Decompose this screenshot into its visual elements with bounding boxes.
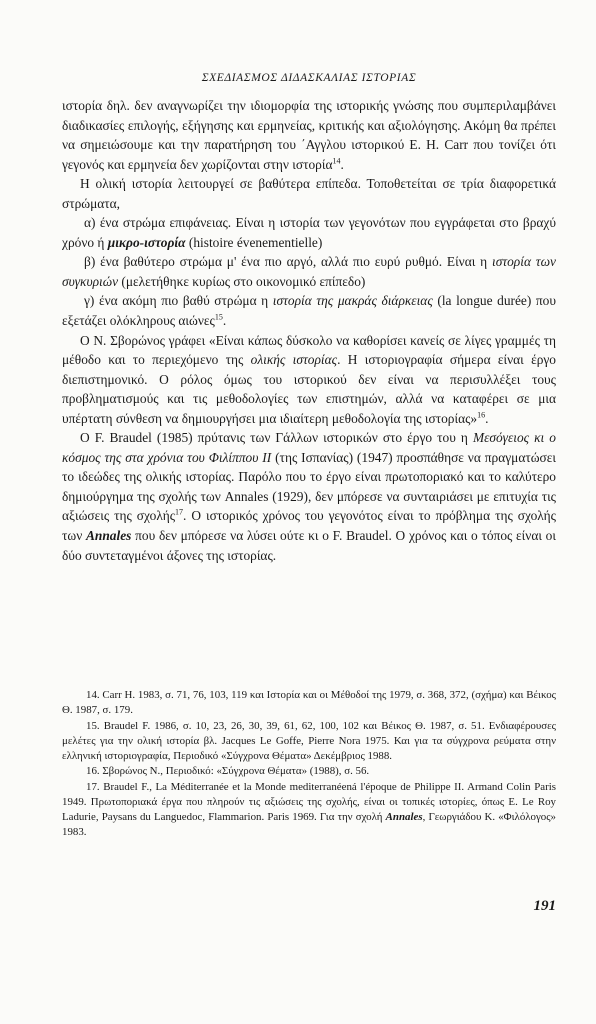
list-item-a: α) ένα στρώμα επιφάνειας. Είναι η ιστορία των γεγονότων που εγγράφεται στο βραχύ χρόνο ή μικρο-ιστορία (histoire évenementielle) [62,215,556,250]
footnote-ref-14: 14 [332,156,341,166]
paragraph-1: ιστορία δηλ. δεν αναγνωρίζει την ιδιομορφία της ιστορικής γνώσης που συμπεριλαμβάνει διαδικασίες επιλογής, εξήγησης και ερμηνείας, κριτικής και αξιολόγησης. Ακόμη θα πρέπει να σημειώσουμε και την παρατήρηση του ΄Αγγλου ιστορικού Ε. Η. Carr που τονίζει ότι γεγονός και ερμηνεία δεν χωρίζονται στην ιστορία$^{14}$. [62,98,556,172]
footnote-15: 15. Braudel F. 1986, σ. 10, 23, 26, 30, 39, 61, 62, 100, 102 και Βέικος Θ. 1987, σ. 51. Ενδιαφέρουσες μελέτες για την ολική ιστορία βλ. Jacques Le Goffe, Pierre Nora 1975. Και για τα σύγχρονα ρεύματα στην ελληνική ιστοριογραφία, Περιοδικό «Σύγχρονα Θέματα» Δεκέμβριος 1988. [62,719,556,762]
footnotes [62,688,556,841]
page-number: 191 [533,898,556,914]
paragraph-braudel: Ο F. Braudel (1985) πρύτανις των Γάλλων ιστορικών στο έργο του η Μεσόγειος κι ο κόσμος της στα χρόνια του Φιλίππου ΙΙ (της Ισπανίας) (1947) προσπάθησε να πραγματώσει το ιδεώδες της ολικής ιστορίας. Παρόλο που το έργο είναι πρωτοποριακό και το καλύτερο δημιούργημα της σχολής των Annales (1929), δεν μπόρεσε να συνταιριάσει με επιτυχία τις αξιώσεις της σχολής$^{17}$. Ο ιστορικός χρόνος του γεγονότος είναι το πρόβλημα της σχολής των Annales που δεν μπόρεσε να λύσει ούτε κι ο F. Braudel. Ο χρόνος και ο τόπος είναι οι δύο συντεταγμένοι άξονες της ιστορίας. [62,430,557,563]
paragraph-svoronos: Ο Ν. Σβορώνος γράφει «Είναι κάπως δύσκολο να καθορίσει κανείς σε λίγες γραμμές τη μέθοδο και το περιεχόμενο της ολικής ιστορίας. Η ιστοριογραφία σήμερα είναι έργο διεπιστημονικό. Ο ρόλος όμως του ιστορικού δεν είναι να περισυλλέξει τους προβληματισμούς και τις μεθοδολογίες των επιστημών, αλλά να καταφέρει σε μια υπέρτατη σύνθεση να δημιουργήσει μια ιδιαίτερη μεθοδολογία της ιστορίας»$^{16}$. [62,332,556,426]
term-conjuncture-history: ιστορία των συγκυριών [62,254,556,289]
main-text [62,96,556,565]
footnote-14: 14. Carr H. 1983, σ. 71, 76, 103, 119 και Ιστορία και οι Μέθοδοί της 1979, σ. 368, 372, (σχήμα) και Βέικος Θ. 1987, σ. 179. [62,689,556,717]
footnote-ref-17: 17 [175,508,184,518]
term-micro-history: μικρο-ιστορία [107,234,186,250]
footnote-16: 16. Σβορώνος Ν., Περιοδικό: «Σύγχρονα Θέματα» (1988), σ. 56. [86,765,370,778]
term-annales: Annales [85,528,132,544]
list-item-b: β) ένα βαθύτερο στρώμα μ' ένα πιο αργό, αλλά πιο ευρύ ρυθμό. Είναι η ιστορία των συγκυριών (μελετήθηκε κυρίως στο οικονομικό επίπεδο) [62,254,556,289]
footnote-ref-15: 15 [214,312,223,322]
running-header: ΣΧΕΔΙΑΣΜΟΣ ΔΙΔΑΣΚΑΛΙΑΣ ΙΣΤΟΡΙΑΣ [201,72,417,84]
term-longue-duree: ιστορία της μακράς διάρκειας [272,293,433,309]
footnote-17: 17. Braudel F., La Méditerranée et la Monde mediterranéená l'époque de Philippe II. Armand Colin Paris 1949. Πρωτοποριακά έργα που πληρούν τις αξιώσεις της σχολής, είναι οι τοπικές ιστορίες, όπως E. Le Roy Ladurie, Paysans du Languedoc, Flammarion. Paris 1969. Για την σχολή Annales, Γεωργιάδου Κ. «Φιλόλογος» 1983. [62,781,557,839]
footnote-ref-16: 16 [477,410,486,420]
book-title-mediterranean: Μεσόγειος κι ο κόσμος της στα χρόνια του Φιλίππου ΙΙ [62,430,557,465]
term-total-history: ολικής ιστορίας [250,352,338,368]
paragraph-2: Η ολική ιστορία λειτουργεί σε βαθύτερα επίπεδα. Τοποθετείται σε τρία διαφορετικά στρώματα, [62,176,556,211]
list-item-c: γ) ένα ακόμη πιο βαθύ στρώμα η ιστορία της μακράς διάρκειας (la longue durée) που εξετάζει ολόκληρους αιώνες$^{15}$. [62,293,556,329]
